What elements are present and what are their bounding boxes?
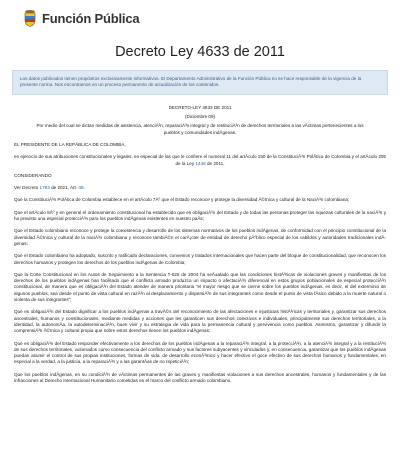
powers-text: en ejercicio de sus atribuciones constitucionales y legales, en especial de las que le confiere el numeral 11 del artÃculo 150 de la ConstituciÃ³n PolÃtica de Colombia y el artÃculo 205 de la Ley bbox=[14, 154, 386, 166]
decree-date: (Diciembre 09) bbox=[184, 114, 216, 120]
president-line: EL PRESIDENTE DE LA REPÃBLICA DE COLOMBIA, bbox=[14, 142, 126, 147]
colombia-coat-of-arms-icon bbox=[22, 9, 38, 27]
see-also-note bbox=[14, 185, 386, 191]
article-49-link[interactable]: 49 bbox=[78, 185, 84, 191]
document-body bbox=[14, 105, 386, 385]
considerando-paragraph: Que es obligaciÃ³n del Estado responder efectivamente a los derechos de los pueblos indÃgenas a la reparaciÃ³n integral, a la protecciÃ³n, a la atenciÃ³n integral y a la restituciÃ³n de sus derechos territoriales, vulnerados como consecuencia del conflicto armado y sus factores subyacentes y vinculados y, en consecuencia, garantizar que los pueblos indÃgenas puedan asumir el control de sus propias instituciones, formas de vida, de desarrollo econÃ³mico y hacer efectivo el goce efectivo de sus derechos humanos y fundamentales, en especial a la verdad, a la justicia, a la reparaciÃ³n y a las garantÃas de no repeticiÃ³n; bbox=[14, 340, 386, 365]
considerando-heading: CONSIDERANDO bbox=[14, 172, 52, 178]
decreto-1793-link[interactable]: 1793 bbox=[39, 185, 50, 191]
considerando-paragraph: Que es obligaciÃ³n del Estado dignificar a los pueblos indÃgenas a travÃ©s del reconocimiento de las afectaciones e injusticias histÃ³ricas y territoriales y, garantizar sus derechos ancestrales, humanos y constitucionales, mediante medidas y acciones que les garanticen sus derechos colectivos e individuales, principalmente sus derechos territoriales, a la identidad, la autonomÃa, la autodeterminaciÃ³n, buen vivir y su estrategia de vida para la permanencia cultural y pervivencia como pueblos. Asimismo, garantizar y difundir la comprensiÃ³n Ã©tnica y cultural propia que sobre estos derechos tienen los pueblos indÃgenas; bbox=[14, 309, 386, 334]
powers-text-end: de 2011, bbox=[206, 160, 225, 166]
considerando-paragraph: Que la ConstituciÃ³n PolÃtica de Colombia establece en el artÃculo 7Âº que el Estado reconoce y protege la diversidad Ã©tnica y cultural de la NaciÃ³n colombiana; bbox=[14, 197, 350, 203]
see-also-text: Ver Decreto bbox=[14, 185, 39, 191]
considerando-paragraph: Que el Estado colombiano ha adoptado, suscrito y ratificado declaraciones, convenios y tratados internacionales que hacen parte del bloque de constitucionalidad, que reconocen los derechos humanos y protegen los derechos de los pueblos indÃgenas de Colombia; bbox=[14, 253, 386, 265]
see-also-text-mid: de 2021, Art. bbox=[51, 185, 78, 191]
page-title: Decreto Ley 4633 de 2011 bbox=[115, 44, 285, 60]
decree-summary: Por medio del cual se dictan medidas de asistencia, atenciÃ³n, reparaciÃ³n integral y de restituciÃ³n de derechos territoriales a las vÃctimas pertenecientes a los pueblos y comunidades indÃgenas. bbox=[36, 123, 364, 135]
considerando-paragraph: Que los pueblos indÃgenas, en su condiciÃ³n de vÃctimas permanentes de las graves y manifiestas violaciones a sus derechos ancestrales, humanos y fundamentales y de las infracciones al Derecho Internacional Humanitario cometidas en el marco del conflicto armado colombiano, bbox=[14, 371, 386, 384]
considerando-paragraph: Que el artÃculo 8Âº y en general el ordenamiento constitucional ha establecido que es obligaciÃ³n del Estado y de todas las personas proteger las riquezas culturales de la naciÃ³n y ha previsto una especial protecciÃ³n para los pueblos indÃgenas existentes en nuestro paÃs; bbox=[14, 209, 386, 222]
site-header bbox=[0, 0, 400, 36]
ley-1448-link[interactable]: 1448 bbox=[195, 160, 206, 166]
brand-name[interactable]: Función Pública bbox=[42, 10, 140, 26]
see-also-text-end: . bbox=[83, 185, 85, 191]
considerando-paragraph: Que la Corte Constitucional en los Autos de Seguimiento a la Sentencia T-025 de 2004 ha seÃ±alado que las condiciones histÃ³ricas de violaciones graves y manifiestas de los derechos de los pueblos indÃgenas han facilitado que el conflicto armado produzca un impacto o afectaciÃ³n diferencial en estos grupos poblacionales de especial protecciÃ³n constitucional, de manera que es obligaciÃ³n del Estado atender de manera prioritaria "el mayor riesgo que se cierne sobre los pueblos indÃgenas, es decir, el del exterminio de algunos pueblos, sea desde el punto de vista cultural en razÃ³n al desplazamiento y dispersiÃ³n de sus integrantes como desde el punto de vista fÃsico debido a la muerte natural o violenta de sus integrantes"; bbox=[14, 271, 386, 303]
powers-paragraph bbox=[14, 154, 386, 167]
considerando-paragraph: Que el Estado colombiano reconoce y protege la coexistencia y desarrollo de los sistemas normativos de los pueblos indÃgenas, de conformidad con el principio constitucional de la diversidad Ã©tnica y cultural de la naciÃ³n colombiana y reconoce tambiÃ©n el carÃ¡cter de entidad de derecho pÃºblico especial de los cabildos y autoridades tradicionales indÃgenas; bbox=[14, 228, 386, 246]
decree-heading: DECRETO-LEY 4633 DE 2011 bbox=[168, 104, 232, 110]
disclaimer-notice: Los datos publicados tienen propósitos exclusivamente informativos. El Departamento Administrativo de la Función Pública no se hace responsable de la vigencia de la presente norma. Nos encontramos en un proceso permanente de actualización de los contenidos. bbox=[12, 70, 388, 95]
